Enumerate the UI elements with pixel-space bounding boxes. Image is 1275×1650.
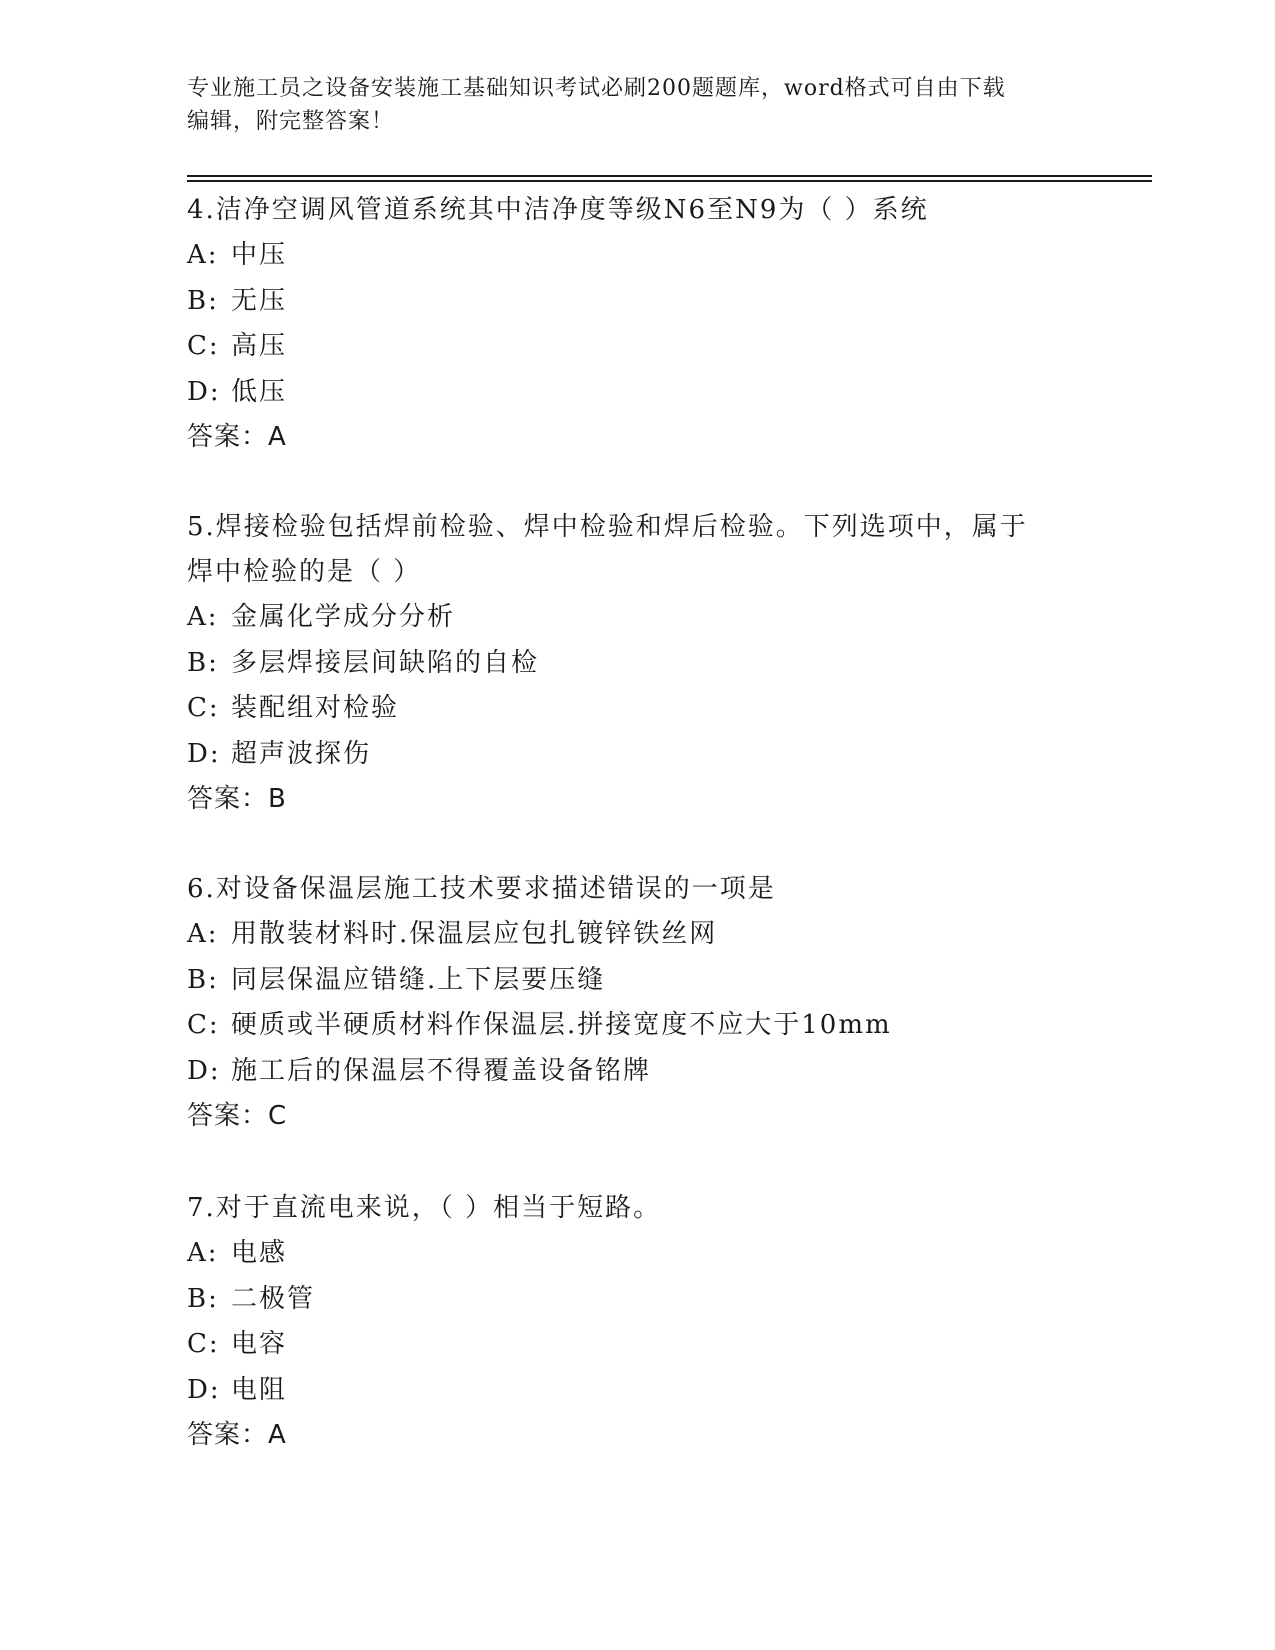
option-letter: A:: [187, 1238, 219, 1268]
option-text: 高压: [231, 331, 288, 361]
option-c: [187, 686, 1087, 732]
option-letter: B:: [187, 1283, 219, 1314]
question-stem: 6.对设备保温层施工技术要求描述错误的一项是: [187, 874, 776, 904]
option-d: [187, 370, 1087, 416]
option-b: [187, 958, 1087, 1004]
option-c: [187, 1322, 1087, 1368]
option-text: 金属化学成分分析: [231, 602, 456, 632]
option-letter: A:: [187, 240, 219, 270]
document-header: [187, 72, 1087, 138]
question-stem: 4.洁净空调风管道系统其中洁净度等级N6至N9为（ ）系统: [187, 195, 929, 225]
option-text: 硬质或半硬质材料作保温层.拼接宽度不应大于10mm: [231, 1010, 892, 1040]
option-letter: C:: [187, 693, 220, 723]
answer-line: 答案：C: [187, 1101, 288, 1131]
option-text: 电阻: [231, 1374, 288, 1405]
question-stem-line-1: 5.焊接检验包括焊前检验、焊中检验和焊后检验。下列选项中，属于: [187, 512, 1028, 542]
option-letter: B:: [187, 647, 219, 678]
option-text: 装配组对检验: [231, 693, 400, 723]
option-d: [187, 732, 1087, 778]
header-title-line-2: 编辑，附完整答案！: [187, 109, 395, 134]
option-a: [187, 1231, 1087, 1277]
answer-line: 答案：B: [187, 784, 287, 814]
option-a: [187, 595, 1087, 641]
question-4: [187, 188, 1087, 461]
option-text: 多层焊接层间缺陷的自检: [231, 647, 540, 678]
option-letter: D:: [187, 1055, 221, 1086]
question-6: [187, 867, 1087, 1140]
option-letter: A:: [187, 919, 219, 949]
option-letter: D:: [187, 376, 221, 407]
option-text: 电容: [231, 1329, 288, 1359]
header-title-line-1: 专业施工员之设备安装施工基础知识考试必刷200题题库，word格式可自由下载: [187, 76, 1006, 101]
option-d: [187, 1368, 1087, 1414]
answer-line: 答案：A: [187, 1420, 287, 1450]
option-letter: C:: [187, 1329, 220, 1359]
option-text: 用散装材料时.保温层应包扎镀锌铁丝网: [231, 919, 718, 949]
option-text: 无压: [231, 285, 288, 316]
option-letter: D:: [187, 738, 221, 769]
header-divider-top: [187, 175, 1152, 177]
option-d: [187, 1049, 1087, 1095]
option-text: 施工后的保温层不得覆盖设备铭牌: [231, 1055, 652, 1086]
option-text: 同层保温应错缝.上下层要压缝: [231, 964, 606, 995]
option-text: 电感: [231, 1238, 288, 1268]
question-5: [187, 505, 1087, 823]
header-divider-bottom: [187, 180, 1152, 182]
option-letter: B:: [187, 964, 219, 995]
option-text: 低压: [231, 376, 288, 407]
option-letter: A:: [187, 602, 219, 632]
option-b: [187, 641, 1087, 687]
option-a: [187, 233, 1087, 279]
answer-line: 答案：A: [187, 422, 287, 452]
question-stem: 7.对于直流电来说，（ ）相当于短路。: [187, 1193, 662, 1223]
option-b: [187, 279, 1087, 325]
option-text: 中压: [231, 240, 288, 270]
option-letter: C:: [187, 1010, 220, 1040]
question-stem-line-2: 焊中检验的是（ ）: [187, 557, 422, 587]
option-c: [187, 1003, 1087, 1049]
option-c: [187, 324, 1087, 370]
option-b: [187, 1277, 1087, 1323]
question-7: [187, 1186, 1087, 1459]
option-text: 超声波探伤: [231, 738, 372, 769]
option-letter: C:: [187, 331, 220, 361]
option-letter: D:: [187, 1374, 221, 1405]
option-text: 二极管: [231, 1283, 316, 1314]
option-a: [187, 912, 1087, 958]
option-letter: B:: [187, 285, 219, 316]
